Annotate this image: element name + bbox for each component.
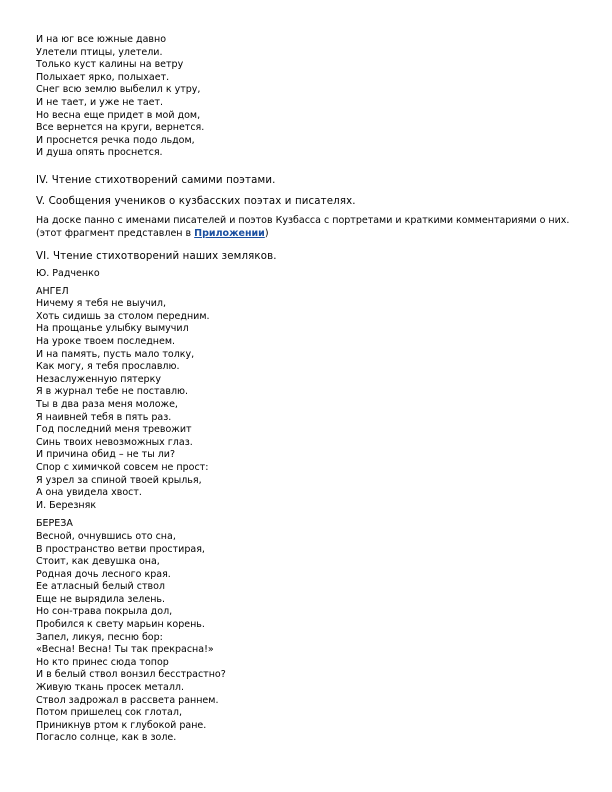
poem-line: И не тает, и уже не тает. bbox=[36, 96, 164, 108]
poem-line: Снег всю землю выбелил к утру, bbox=[36, 84, 201, 96]
poem-line: А она увидела хвост. bbox=[36, 487, 142, 499]
poem-bereza bbox=[36, 518, 581, 745]
poem-line: Еще не вырядила зелень. bbox=[36, 593, 166, 605]
section-5-heading: V. Сообщения учеников о кузбасских поэтах и писателях. bbox=[36, 196, 356, 208]
poem-line: Ничему я тебя не выучил, bbox=[36, 298, 166, 310]
poem-line: Весной, очнувшись ото сна, bbox=[36, 530, 176, 542]
poem-line: Но весна еще придет в мой дом, bbox=[36, 109, 201, 121]
author-name: И. Березняк bbox=[36, 499, 97, 511]
poem-line: Пробился к свету марьин корень. bbox=[36, 619, 205, 631]
poem-line: Незаслуженную пятерку bbox=[36, 373, 161, 385]
poem-line: Запел, ликуя, песню бор: bbox=[36, 631, 163, 643]
poem-line: И в белый ствол вонзил бесстрастно? bbox=[36, 669, 226, 681]
poem-line: Ты в два раза меня моложе, bbox=[36, 398, 178, 410]
poem-line: Спор с химичкой совсем не прост: bbox=[36, 461, 209, 473]
poem-line: Синь твоих невозможных глаз. bbox=[36, 436, 193, 448]
document-page bbox=[36, 34, 581, 745]
poem-title: БЕРЕЗА bbox=[36, 518, 73, 530]
poem-line: Год последний меня тревожит bbox=[36, 424, 192, 436]
poem-line: Я в журнал тебе не поставлю. bbox=[36, 386, 189, 398]
poem-line: Я узрел за спиной твоей крылья, bbox=[36, 474, 202, 486]
paragraph-text: На доске панно с именами писателей и поэтов Кузбасса с портретами и краткими комментариями о них. (этот фрагмент представлен в bbox=[36, 215, 570, 240]
poem-line: Хоть сидишь за столом передним. bbox=[36, 310, 210, 322]
section-4-heading: IV. Чтение стихотворений самими поэтами. bbox=[36, 174, 276, 186]
poem-line: На уроке твоем последнем. bbox=[36, 336, 176, 347]
poem-line: Родная дочь лесного края. bbox=[36, 568, 171, 580]
poem-line: Только куст калины на ветру bbox=[36, 59, 184, 71]
poem-line: И причина обид – не ты ли? bbox=[36, 449, 176, 461]
poem-line: Как могу, я тебя прославлю. bbox=[36, 361, 180, 373]
poem-line: Ее атласный белый ствол bbox=[36, 581, 165, 593]
poem-1 bbox=[36, 34, 581, 160]
poem-line: И проснется речка подо льдом, bbox=[36, 134, 195, 146]
poem-line: Полыхает ярко, полыхает. bbox=[36, 71, 170, 83]
poem-line: На прощанье улыбку вымучил bbox=[36, 323, 189, 335]
poem-line: И душа опять проснется. bbox=[36, 147, 163, 159]
poem-line: Все вернется на круги, вернется. bbox=[36, 122, 205, 134]
appendix-link[interactable]: Приложении bbox=[194, 228, 265, 240]
paragraph-text-end: ) bbox=[264, 228, 269, 240]
poem-line: Но сон-трава покрыла дол, bbox=[36, 606, 173, 618]
poem-line: Я наивней тебя в пять раз. bbox=[36, 411, 172, 423]
poem-line: И на юг все южные давно bbox=[36, 34, 167, 45]
author-name: Ю. Радченко bbox=[36, 268, 100, 280]
poem-line: Приникнув ртом к глубокой ране. bbox=[36, 719, 207, 731]
poem-line: И на память, пусть мало толку, bbox=[36, 348, 195, 360]
poem-line: Ствол задрожал в рассвета раннем. bbox=[36, 694, 219, 706]
poem-line: В пространство ветви простирая, bbox=[36, 543, 205, 555]
poem-line: Но кто принес сюда топор bbox=[36, 656, 169, 668]
poem-angel bbox=[36, 286, 581, 513]
poem-line: Стоит, как девушка она, bbox=[36, 556, 160, 568]
poem-line: Погасло солнце, как в золе. bbox=[36, 732, 177, 744]
section-6-heading: VI. Чтение стихотворений наших земляков. bbox=[36, 251, 277, 263]
poem-line: Потом пришелец сок глотал, bbox=[36, 707, 182, 719]
poem-line: «Весна! Весна! Ты так прекрасна!» bbox=[36, 644, 214, 656]
poem-line: Улетели птицы, улетели. bbox=[36, 46, 163, 58]
poem-title: АНГЕЛ bbox=[36, 285, 69, 297]
poem-line: Живую ткань просек металл. bbox=[36, 682, 184, 694]
section-5-paragraph bbox=[36, 214, 576, 240]
